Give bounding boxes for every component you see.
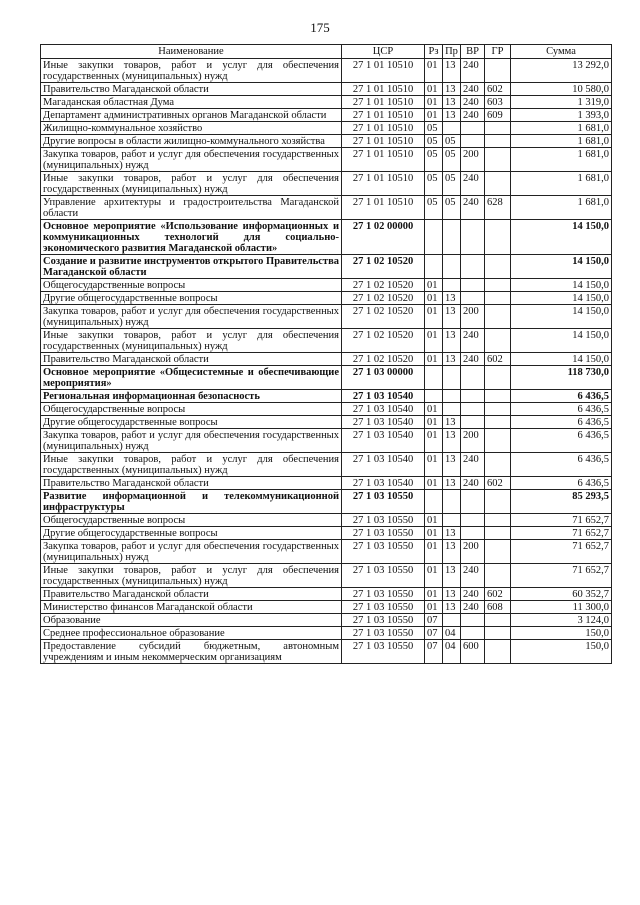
row-rz (425, 220, 443, 255)
row-pr: 05 (443, 172, 461, 196)
row-rz: 01 (425, 514, 443, 527)
row-csr: 27 1 01 10510 (342, 135, 425, 148)
row-vr: 240 (461, 453, 485, 477)
row-pr (443, 403, 461, 416)
row-sum: 71 652,7 (511, 527, 612, 540)
table-row (41, 527, 612, 540)
row-pr (443, 366, 461, 390)
row-sum: 6 436,5 (511, 403, 612, 416)
row-sum: 14 150,0 (511, 353, 612, 366)
row-vr: 240 (461, 477, 485, 490)
row-vr (461, 292, 485, 305)
row-gr (485, 564, 511, 588)
row-gr (485, 255, 511, 279)
row-sum: 6 436,5 (511, 477, 612, 490)
row-csr: 27 1 03 10540 (342, 390, 425, 403)
row-gr: 608 (485, 601, 511, 614)
row-pr: 05 (443, 196, 461, 220)
row-vr (461, 122, 485, 135)
row-sum: 14 150,0 (511, 292, 612, 305)
table-row (41, 514, 612, 527)
row-vr (461, 255, 485, 279)
row-csr: 27 1 01 10510 (342, 196, 425, 220)
row-csr: 27 1 02 10520 (342, 255, 425, 279)
row-pr: 13 (443, 429, 461, 453)
row-sum: 6 436,5 (511, 390, 612, 403)
row-name: Иные закупки товаров, работ и услуг для обеспечения государственных (муниципальных) нужд (41, 453, 342, 477)
table-row (41, 429, 612, 453)
row-gr: 602 (485, 477, 511, 490)
table-header (41, 45, 612, 59)
row-name: Иные закупки товаров, работ и услуг для обеспечения государственных (муниципальных) нужд (41, 59, 342, 83)
row-name: Жилищно-коммунальное хозяйство (41, 122, 342, 135)
row-vr: 240 (461, 83, 485, 96)
row-vr: 200 (461, 429, 485, 453)
row-vr (461, 614, 485, 627)
row-pr: 13 (443, 527, 461, 540)
row-vr: 240 (461, 588, 485, 601)
row-gr (485, 416, 511, 429)
header-csr: ЦСР (342, 45, 425, 59)
table-row (41, 305, 612, 329)
row-rz (425, 366, 443, 390)
row-csr: 27 1 01 10510 (342, 148, 425, 172)
row-sum: 71 652,7 (511, 514, 612, 527)
row-rz: 01 (425, 588, 443, 601)
row-gr (485, 329, 511, 353)
row-gr (485, 453, 511, 477)
header-rz: Рз (425, 45, 443, 59)
row-pr: 13 (443, 292, 461, 305)
row-sum: 71 652,7 (511, 564, 612, 588)
table-row (41, 279, 612, 292)
row-pr: 13 (443, 416, 461, 429)
row-sum: 14 150,0 (511, 279, 612, 292)
row-pr (443, 279, 461, 292)
row-sum: 1 319,0 (511, 96, 612, 109)
table-body (41, 59, 612, 664)
table-row (41, 135, 612, 148)
row-rz: 01 (425, 109, 443, 122)
table-row (41, 96, 612, 109)
row-pr (443, 614, 461, 627)
row-gr (485, 514, 511, 527)
row-pr: 05 (443, 135, 461, 148)
row-pr (443, 220, 461, 255)
row-sum: 10 580,0 (511, 83, 612, 96)
row-sum: 1 393,0 (511, 109, 612, 122)
row-gr (485, 429, 511, 453)
row-vr: 240 (461, 564, 485, 588)
row-pr (443, 390, 461, 403)
row-csr: 27 1 01 10510 (342, 59, 425, 83)
row-sum: 85 293,5 (511, 490, 612, 514)
row-sum: 1 681,0 (511, 135, 612, 148)
row-vr: 240 (461, 601, 485, 614)
row-csr: 27 1 02 00000 (342, 220, 425, 255)
row-sum: 14 150,0 (511, 255, 612, 279)
row-pr: 05 (443, 148, 461, 172)
table-row (41, 148, 612, 172)
row-sum: 60 352,7 (511, 588, 612, 601)
row-gr: 609 (485, 109, 511, 122)
row-gr (485, 172, 511, 196)
header-sum: Сумма (511, 45, 612, 59)
row-sum: 1 681,0 (511, 148, 612, 172)
table-row (41, 627, 612, 640)
row-gr: 602 (485, 588, 511, 601)
table-row (41, 59, 612, 83)
row-rz: 05 (425, 122, 443, 135)
header-name: Наименование (41, 45, 342, 59)
row-rz (425, 255, 443, 279)
row-gr (485, 122, 511, 135)
row-name: Правительство Магаданской области (41, 477, 342, 490)
row-csr: 27 1 01 10510 (342, 109, 425, 122)
row-gr (485, 490, 511, 514)
row-csr: 27 1 03 10550 (342, 514, 425, 527)
row-gr (485, 59, 511, 83)
row-rz: 01 (425, 83, 443, 96)
row-pr: 04 (443, 640, 461, 664)
row-sum: 118 730,0 (511, 366, 612, 390)
row-name: Другие вопросы в области жилищно-коммунального хозяйства (41, 135, 342, 148)
row-name: Иные закупки товаров, работ и услуг для обеспечения государственных (муниципальных) нужд (41, 329, 342, 353)
table-row (41, 220, 612, 255)
row-csr: 27 1 03 10540 (342, 416, 425, 429)
row-sum: 71 652,7 (511, 540, 612, 564)
row-name: Иные закупки товаров, работ и услуг для обеспечения государственных (муниципальных) нужд (41, 564, 342, 588)
row-gr (485, 614, 511, 627)
row-gr (485, 292, 511, 305)
header-gr: ГР (485, 45, 511, 59)
row-pr: 13 (443, 564, 461, 588)
row-csr: 27 1 03 10550 (342, 564, 425, 588)
row-gr (485, 135, 511, 148)
row-csr: 27 1 03 10550 (342, 601, 425, 614)
row-gr (485, 527, 511, 540)
budget-table (40, 44, 612, 664)
table-row (41, 390, 612, 403)
table-row (41, 366, 612, 390)
row-name: Правительство Магаданской области (41, 588, 342, 601)
table-row (41, 403, 612, 416)
row-vr (461, 366, 485, 390)
row-name: Правительство Магаданской области (41, 353, 342, 366)
row-name: Закупка товаров, работ и услуг для обеспечения государственных (муниципальных) нужд (41, 429, 342, 453)
row-name: Общегосударственные вопросы (41, 514, 342, 527)
row-pr: 13 (443, 353, 461, 366)
row-csr: 27 1 02 10520 (342, 353, 425, 366)
row-csr: 27 1 03 10550 (342, 640, 425, 664)
row-gr (485, 627, 511, 640)
table-row (41, 614, 612, 627)
row-pr (443, 255, 461, 279)
row-name: Закупка товаров, работ и услуг для обеспечения государственных (муниципальных) нужд (41, 540, 342, 564)
row-gr: 628 (485, 196, 511, 220)
row-gr (485, 220, 511, 255)
row-pr (443, 490, 461, 514)
row-pr: 13 (443, 588, 461, 601)
table-row (41, 196, 612, 220)
row-csr: 27 1 03 10540 (342, 403, 425, 416)
row-name: Основное мероприятие «Общесистемные и обеспечивающие мероприятия» (41, 366, 342, 390)
row-name: Другие общегосударственные вопросы (41, 416, 342, 429)
row-csr: 27 1 01 10510 (342, 172, 425, 196)
header-row (41, 45, 612, 59)
row-vr: 200 (461, 305, 485, 329)
header-pr: Пр (443, 45, 461, 59)
row-pr: 13 (443, 83, 461, 96)
row-rz: 01 (425, 477, 443, 490)
row-rz: 01 (425, 416, 443, 429)
row-vr: 240 (461, 172, 485, 196)
row-sum: 6 436,5 (511, 416, 612, 429)
row-rz: 01 (425, 527, 443, 540)
row-name: Другие общегосударственные вопросы (41, 527, 342, 540)
row-csr: 27 1 03 10540 (342, 453, 425, 477)
row-gr: 603 (485, 96, 511, 109)
table-row (41, 255, 612, 279)
row-pr: 13 (443, 601, 461, 614)
row-sum: 14 150,0 (511, 329, 612, 353)
row-csr: 27 1 03 10550 (342, 527, 425, 540)
row-pr: 04 (443, 627, 461, 640)
table-row (41, 172, 612, 196)
row-vr (461, 135, 485, 148)
row-name: Развитие информационной и телекоммуникационной инфраструктуры (41, 490, 342, 514)
row-pr: 13 (443, 477, 461, 490)
row-name: Предоставление субсидий бюджетным, автономным учреждениям и иным некоммерческим организациям (41, 640, 342, 664)
table-row (41, 564, 612, 588)
row-name: Иные закупки товаров, работ и услуг для обеспечения государственных (муниципальных) нужд (41, 172, 342, 196)
row-rz: 01 (425, 453, 443, 477)
row-vr: 200 (461, 148, 485, 172)
row-sum: 3 124,0 (511, 614, 612, 627)
row-rz: 07 (425, 614, 443, 627)
row-sum: 14 150,0 (511, 305, 612, 329)
page-number: 175 (310, 20, 330, 35)
row-name: Другие общегосударственные вопросы (41, 292, 342, 305)
row-rz: 07 (425, 640, 443, 664)
row-vr: 240 (461, 196, 485, 220)
row-rz: 05 (425, 148, 443, 172)
row-name: Региональная информационная безопасность (41, 390, 342, 403)
row-rz: 01 (425, 329, 443, 353)
row-rz: 01 (425, 403, 443, 416)
table-row (41, 540, 612, 564)
row-csr: 27 1 03 10550 (342, 627, 425, 640)
row-gr: 602 (485, 83, 511, 96)
row-csr: 27 1 03 10550 (342, 588, 425, 601)
table-row (41, 490, 612, 514)
row-pr: 13 (443, 540, 461, 564)
row-rz: 01 (425, 279, 443, 292)
table-row (41, 109, 612, 122)
row-vr: 240 (461, 109, 485, 122)
table-row (41, 601, 612, 614)
row-gr (485, 305, 511, 329)
row-pr: 13 (443, 96, 461, 109)
row-pr: 13 (443, 329, 461, 353)
row-sum: 11 300,0 (511, 601, 612, 614)
row-gr (485, 148, 511, 172)
row-vr (461, 527, 485, 540)
row-gr (485, 540, 511, 564)
row-rz: 05 (425, 196, 443, 220)
row-pr: 13 (443, 59, 461, 83)
row-vr: 240 (461, 353, 485, 366)
row-sum: 6 436,5 (511, 429, 612, 453)
row-vr: 600 (461, 640, 485, 664)
row-gr (485, 390, 511, 403)
row-csr: 27 1 02 10520 (342, 305, 425, 329)
row-name: Магаданская областная Дума (41, 96, 342, 109)
row-pr: 13 (443, 109, 461, 122)
row-vr (461, 627, 485, 640)
row-csr: 27 1 01 10510 (342, 96, 425, 109)
row-sum: 14 150,0 (511, 220, 612, 255)
row-rz: 01 (425, 353, 443, 366)
row-gr: 602 (485, 353, 511, 366)
row-gr (485, 403, 511, 416)
table-row (41, 640, 612, 664)
row-pr (443, 122, 461, 135)
row-csr: 27 1 01 10510 (342, 122, 425, 135)
row-vr: 240 (461, 96, 485, 109)
row-pr: 13 (443, 305, 461, 329)
row-rz (425, 490, 443, 514)
row-name: Правительство Магаданской области (41, 83, 342, 96)
row-name: Департамент административных органов Магаданской области (41, 109, 342, 122)
table-row (41, 83, 612, 96)
row-vr: 240 (461, 329, 485, 353)
row-rz: 01 (425, 59, 443, 83)
row-rz: 05 (425, 172, 443, 196)
row-sum: 150,0 (511, 640, 612, 664)
row-csr: 27 1 03 10540 (342, 477, 425, 490)
row-vr: 240 (461, 59, 485, 83)
row-rz: 01 (425, 540, 443, 564)
row-vr (461, 390, 485, 403)
row-name: Управление архитектуры и градостроительства Магаданской области (41, 196, 342, 220)
row-rz: 01 (425, 429, 443, 453)
row-csr: 27 1 02 10520 (342, 329, 425, 353)
row-name: Общегосударственные вопросы (41, 403, 342, 416)
row-gr (485, 640, 511, 664)
row-name: Закупка товаров, работ и услуг для обеспечения государственных (муниципальных) нужд (41, 148, 342, 172)
row-gr (485, 366, 511, 390)
row-csr: 27 1 02 10520 (342, 279, 425, 292)
row-name: Закупка товаров, работ и услуг для обеспечения государственных (муниципальных) нужд (41, 305, 342, 329)
header-vr: ВР (461, 45, 485, 59)
table-row (41, 329, 612, 353)
row-sum: 13 292,0 (511, 59, 612, 83)
row-csr: 27 1 03 10550 (342, 614, 425, 627)
row-rz: 01 (425, 564, 443, 588)
row-csr: 27 1 03 00000 (342, 366, 425, 390)
table-row (41, 122, 612, 135)
row-csr: 27 1 03 10550 (342, 540, 425, 564)
table-row (41, 416, 612, 429)
row-vr: 200 (461, 540, 485, 564)
row-name: Создание и развитие инструментов открытого Правительства Магаданской области (41, 255, 342, 279)
row-rz: 07 (425, 627, 443, 640)
row-pr (443, 514, 461, 527)
table-row (41, 588, 612, 601)
table-row (41, 453, 612, 477)
row-sum: 6 436,5 (511, 453, 612, 477)
row-name: Основное мероприятие «Использование информационных и коммуникационных технологий для социально-экономического развития Магаданской области» (41, 220, 342, 255)
row-pr: 13 (443, 453, 461, 477)
row-sum: 150,0 (511, 627, 612, 640)
table-row (41, 353, 612, 366)
row-rz: 01 (425, 292, 443, 305)
row-rz: 01 (425, 601, 443, 614)
row-vr (461, 403, 485, 416)
row-rz: 01 (425, 96, 443, 109)
row-vr (461, 416, 485, 429)
row-vr (461, 514, 485, 527)
row-rz (425, 390, 443, 403)
row-vr (461, 490, 485, 514)
row-name: Среднее профессиональное образование (41, 627, 342, 640)
row-vr (461, 279, 485, 292)
row-sum: 1 681,0 (511, 122, 612, 135)
row-csr: 27 1 03 10540 (342, 429, 425, 453)
row-rz: 05 (425, 135, 443, 148)
row-csr: 27 1 03 10550 (342, 490, 425, 514)
row-sum: 1 681,0 (511, 196, 612, 220)
row-gr (485, 279, 511, 292)
row-csr: 27 1 02 10520 (342, 292, 425, 305)
row-csr: 27 1 01 10510 (342, 83, 425, 96)
row-rz: 01 (425, 305, 443, 329)
table-row (41, 477, 612, 490)
row-name: Общегосударственные вопросы (41, 279, 342, 292)
row-name: Министерство финансов Магаданской области (41, 601, 342, 614)
row-sum: 1 681,0 (511, 172, 612, 196)
row-vr (461, 220, 485, 255)
row-name: Образование (41, 614, 342, 627)
table-row (41, 292, 612, 305)
